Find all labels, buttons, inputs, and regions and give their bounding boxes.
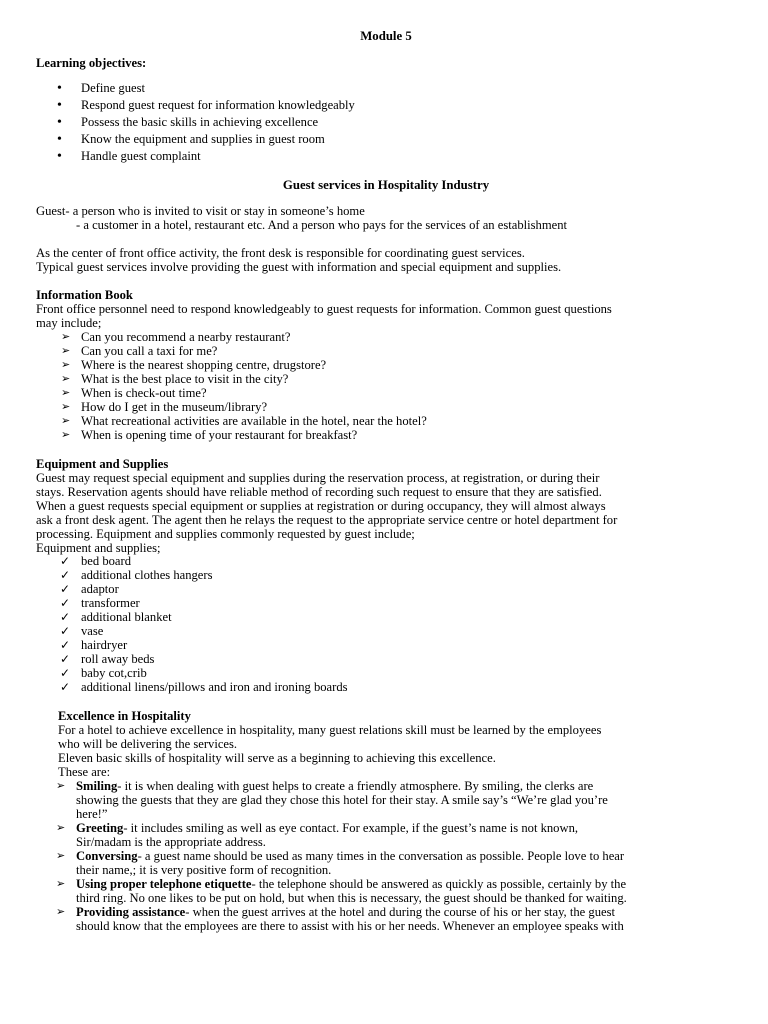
front-desk-paragraph [36, 246, 561, 274]
checkmark-icon: ✓ [60, 638, 71, 652]
bullet-dot-icon: • [57, 98, 62, 113]
list-item: ✓ vase [60, 624, 104, 638]
equipment-supplies-heading: Equipment and Supplies [36, 457, 169, 471]
paragraph-line: Front office personnel need to respond knowledgeably to guest requests for information. Common guest questions [36, 302, 612, 316]
list-item: ➢ How do I get in the museum/library? [61, 400, 268, 414]
list-item: here!” [76, 807, 108, 821]
checkmark-icon: ✓ [60, 582, 71, 596]
list-item: ➢ Providing assistance- when the guest arrives at the hotel and during the course of his or her stay, the guest [56, 905, 615, 919]
checkmark-icon: ✓ [60, 554, 71, 568]
list-item: ➢ Greeting- it includes smiling as well as eye contact. For example, if the guest’s name is not known, [56, 821, 579, 835]
paragraph-line: These are: [58, 765, 111, 779]
module-title: Module 5 [360, 29, 412, 43]
paragraph-line: may include; [36, 316, 102, 330]
arrow-bullet-icon: ➢ [56, 822, 66, 834]
list-item: ➢ Can you call a taxi for me? [61, 344, 218, 358]
list-item: third ring. No one likes to be put on hold, but when this is necessary, the guest should be thanked for waiting. [76, 891, 627, 905]
arrow-bullet-icon: ➢ [56, 780, 66, 792]
paragraph-line: Guest may request special equipment and supplies during the reservation process, at registration, or during their [36, 471, 600, 485]
arrow-bullet-icon: ➢ [56, 906, 66, 918]
list-item: ✓ roll away beds [60, 652, 155, 666]
equipment-list [60, 554, 348, 694]
arrow-bullet-icon: ➢ [61, 415, 71, 427]
list-item: ✓ additional blanket [60, 610, 172, 624]
guest-definition-line: - a customer in a hotel, restaurant etc. And a person who pays for the services of an establishment [76, 218, 568, 232]
section-title: Guest services in Hospitality Industry [282, 178, 490, 192]
list-item: • Possess the basic skills in achieving excellence [57, 115, 319, 130]
list-item: ➢ When is check-out time? [61, 386, 207, 400]
list-item: ✓ additional linens/pillows and iron and ironing boards [60, 680, 348, 694]
checkmark-icon: ✓ [60, 610, 71, 624]
arrow-bullet-icon: ➢ [61, 429, 71, 441]
paragraph-line: Equipment and supplies; [36, 541, 161, 555]
list-item: ➢ What recreational activities are available in the hotel, near the hotel? [61, 414, 427, 428]
information-book-heading: Information Book [36, 288, 133, 302]
list-item: showing the guests that they are glad they chose this hotel for their stay. A smile say’s “We’re glad you’re [76, 793, 608, 807]
list-item: ✓ baby cot,crib [60, 666, 147, 680]
bullet-dot-icon: • [57, 149, 62, 164]
list-item: should know that the employees are there to assist with his or her needs. Whenever an employee speaks with [76, 919, 624, 933]
list-item: ✓ adaptor [60, 582, 119, 596]
bullet-dot-icon: • [57, 132, 62, 147]
arrow-bullet-icon: ➢ [61, 359, 71, 371]
list-item: • Know the equipment and supplies in guest room [57, 132, 325, 147]
arrow-bullet-icon: ➢ [61, 331, 71, 343]
list-item: ➢ Smiling- it is when dealing with guest helps to create a friendly atmosphere. By smiling, the clerks are [56, 779, 594, 793]
paragraph-line: Eleven basic skills of hospitality will serve as a beginning to achieving this excellence. [58, 751, 496, 765]
list-item: ➢ Where is the nearest shopping centre, drugstore? [61, 358, 327, 372]
learning-objectives-list [57, 80, 355, 165]
paragraph-line: stays. Reservation agents should have reliable method of recording such request to ensure that they are satisfied. [36, 485, 602, 499]
information-book-section [36, 288, 612, 330]
guest-definition-line: Guest- a person who is invited to visit or stay in someone’s home [36, 204, 365, 218]
list-item: ➢ Can you recommend a nearby restaurant? [61, 330, 291, 344]
list-item: their name,; it is very positive form of recognition. [76, 863, 332, 877]
list-item: ➢ When is opening time of your restaurant for breakfast? [61, 428, 358, 442]
checkmark-icon: ✓ [60, 596, 71, 610]
list-item: • Define guest [57, 81, 145, 96]
excellence-section [58, 709, 601, 779]
guest-questions-list [61, 330, 427, 442]
list-item: ➢ Using proper telephone etiquette- the telephone should be answered as quickly as possible, certainly by the [56, 877, 627, 891]
checkmark-icon: ✓ [60, 680, 71, 694]
paragraph-line: As the center of front office activity, the front desk is responsible for coordinating guest services. [36, 246, 525, 260]
learning-objectives-heading: Learning objectives: [36, 56, 147, 70]
arrow-bullet-icon: ➢ [61, 387, 71, 399]
checkmark-icon: ✓ [60, 666, 71, 680]
hospitality-skills-list [56, 779, 627, 933]
checkmark-icon: ✓ [60, 624, 71, 638]
paragraph-line: processing. Equipment and supplies commonly requested by guest include; [36, 527, 415, 541]
paragraph-line: ask a front desk agent. The agent then he relays the request to the appropriate service centre or hotel department for [36, 513, 618, 527]
list-item: ➢ Conversing- a guest name should be used as many times in the conversation as possible. People love to hear [56, 849, 625, 863]
checkmark-icon: ✓ [60, 652, 71, 666]
paragraph-line: For a hotel to achieve excellence in hospitality, many guest relations skill must be learned by the employees [58, 723, 602, 737]
excellence-heading: Excellence in Hospitality [58, 709, 191, 723]
paragraph-line: Typical guest services involve providing the guest with information and special equipment and supplies. [36, 260, 562, 274]
arrow-bullet-icon: ➢ [56, 850, 66, 862]
arrow-bullet-icon: ➢ [56, 878, 66, 890]
list-item: • Respond guest request for information knowledgeably [57, 98, 355, 113]
list-item: ➢ What is the best place to visit in the city? [61, 372, 289, 386]
bullet-dot-icon: • [57, 115, 62, 130]
list-item: • Handle guest complaint [57, 149, 201, 164]
list-item: ✓ hairdryer [60, 638, 128, 652]
arrow-bullet-icon: ➢ [61, 373, 71, 385]
paragraph-line: When a guest requests special equipment or supplies at registration or during occupancy, they will almost always [36, 499, 606, 513]
equipment-supplies-section [36, 457, 617, 555]
list-item: ✓ additional clothes hangers [60, 568, 213, 582]
list-item: ✓ transformer [60, 596, 140, 610]
list-item: ✓ bed board [60, 554, 132, 568]
bullet-dot-icon: • [57, 81, 62, 96]
guest-definition [36, 204, 567, 232]
list-item: Sir/madam is the appropriate address. [76, 835, 266, 849]
arrow-bullet-icon: ➢ [61, 401, 71, 413]
checkmark-icon: ✓ [60, 568, 71, 582]
arrow-bullet-icon: ➢ [61, 345, 71, 357]
paragraph-line: who will be delivering the services. [58, 737, 238, 751]
